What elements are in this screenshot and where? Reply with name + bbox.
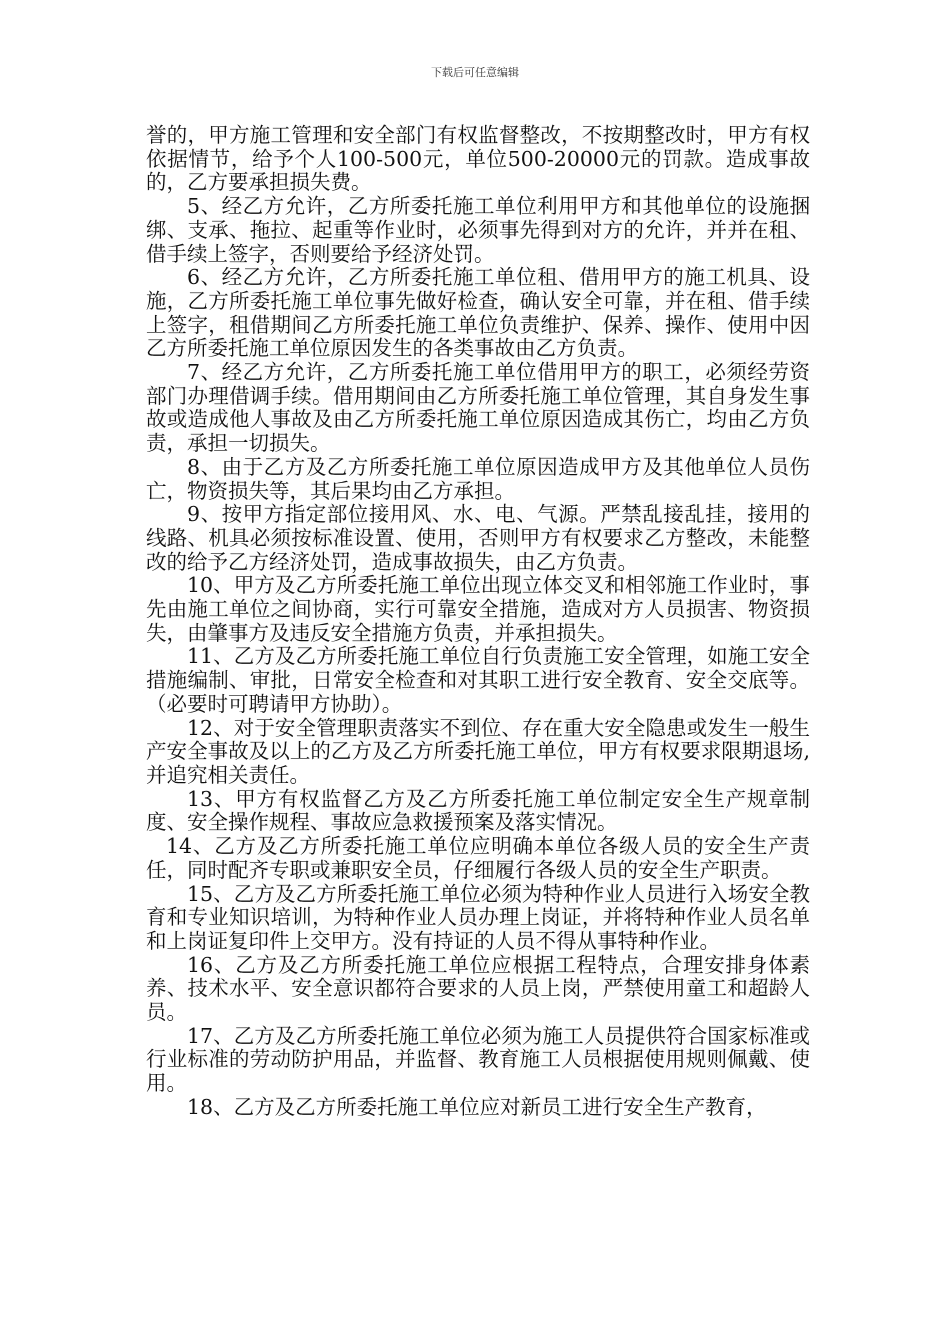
paragraph-11: 14、乙方及乙方所委托施工单位应明确本单位各级人员的安全生产责任，同时配齐专职或兼职安全员，仔细履行各级人员的安全生产职责。 — [146, 834, 810, 882]
paragraph-3: 6、经乙方允许，乙方所委托施工单位租、借用甲方的施工机具、设施，乙方所委托施工单位事先做好检查，确认安全可靠，并在租、借手续上签字，租借期间乙方所委托施工单位负责维护、保养、操作、使用中因乙方所委托施工单位原因发生的各类事故由乙方负责。 — [146, 265, 810, 361]
paragraph-1: 誉的，甲方施工管理和安全部门有权监督整改，不按期整改时，甲方有权依据情节，给予个人100-500元，单位500-20000元的罚款。造成事故的，乙方要承担损失费。 — [146, 123, 810, 195]
paragraph-9: 12、对于安全管理职责落实不到位、存在重大安全隐患或发生一般生产安全事故及以上的乙方及乙方所委托施工单位，甲方有权要求限期退场,并追究相关责任。 — [146, 715, 810, 787]
paragraph-8: 11、乙方及乙方所委托施工单位自行负责施工安全管理，如施工安全措施编制、审批，日常安全检查和对其职工进行安全教育、安全交底等。（必要时可聘请甲方协助）。 — [146, 644, 810, 716]
paragraph-14: 17、乙方及乙方所委托施工单位必须为施工人员提供符合国家标准或行业标准的劳动防护用品，并监督、教育施工人员根据使用规则佩戴、使用。 — [146, 1023, 810, 1096]
paragraph-2: 5、经乙方允许，乙方所委托施工单位利用甲方和其他单位的设施捆绑、支承、拖拉、起重等作业时，必须事先得到对方的允许，并并在租、借手续上签字，否则要给予经济处罚。 — [146, 194, 810, 266]
page-header: 下载后可任意编辑 — [431, 66, 519, 79]
paragraph-13: 16、乙方及乙方所委托施工单位应根据工程特点，合理安排身体素养、技术水平、安全意识都符合要求的人员上岗，严禁使用童工和超龄人员。 — [146, 952, 810, 1025]
paragraph-6: 9、按甲方指定部位接用风、水、电、气源。严禁乱接乱挂，接用的线路、机具必须按标准设置、使用，否则甲方有权要求乙方整改，未能整改的给予乙方经济处罚，造成事故损失，由乙方负责。 — [146, 502, 810, 574]
paragraph-12: 15、乙方及乙方所委托施工单位必须为特种作业人员进行入场安全教育和专业知识培训，为特种作业人员办理上岗证，并将特种作业人员名单和上岗证复印件上交甲方。没有持证的人员不得从事特种作业。 — [146, 881, 810, 953]
paragraph-15: 18、乙方及乙方所委托施工单位应对新员工进行安全生产教育， — [187, 1094, 767, 1119]
paragraph-4: 7、经乙方允许，乙方所委托施工单位借用甲方的职工，必须经劳资部门办理借调手续。借用期间由乙方所委托施工单位管理，其自身发生事故或造成他人事故及由乙方所委托施工单位原因造成其伤亡，均由乙方负责，承担一切损失。 — [146, 360, 810, 456]
document-body — [146, 124, 810, 1120]
paragraph-5: 8、由于乙方及乙方所委托施工单位原因造成甲方及其他单位人员伤亡，物资损失等，其后果均由乙方承担。 — [146, 454, 810, 503]
paragraph-7: 10、甲方及乙方所委托施工单位出现立体交叉和相邻施工作业时，事先由施工单位之间协商，实行可靠安全措施，造成对方人员损害、物资损失，由肇事方及违反安全措施方负责，并承担损失。 — [146, 573, 810, 645]
paragraph-10: 13、甲方有权监督乙方及乙方所委托施工单位制定安全生产规章制度、安全操作规程、事故应急救援预案及落实情况。 — [146, 786, 810, 835]
